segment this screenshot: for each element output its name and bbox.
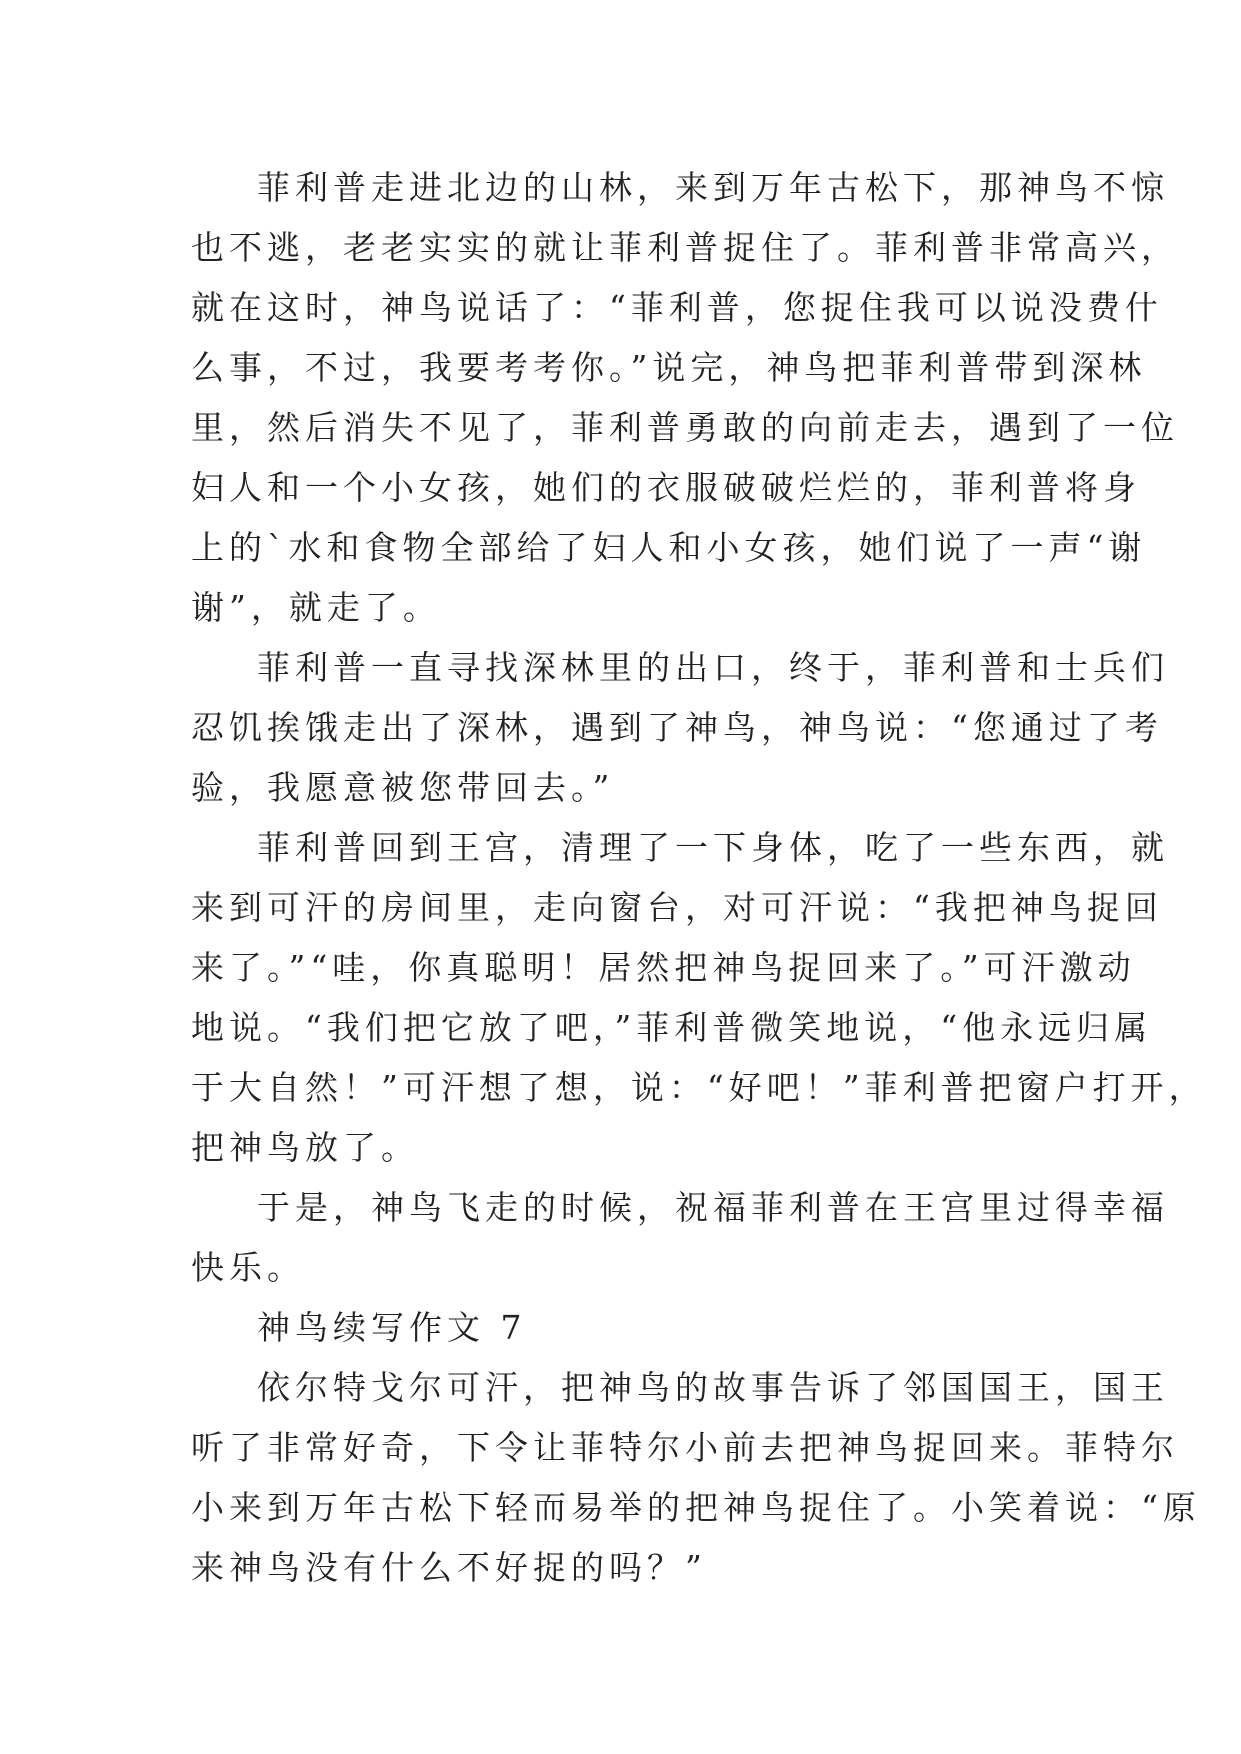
text-line: 里，然后消失不见了，菲利普勇敢的向前走去，遇到了一位 bbox=[191, 408, 1179, 447]
text-line: 来了。”“哇，你真聪明！居然把神鸟捉回来了。”可汗激动 bbox=[191, 948, 1136, 987]
text-line: 妇人和一个小女孩，她们的衣服破破烂烂的，菲利普将身 bbox=[191, 468, 1141, 507]
text-line: 菲利普走进北边的山林，来到万年古松下，那神鸟不惊 bbox=[257, 168, 1169, 207]
document-body bbox=[191, 158, 1207, 1598]
text-line: 来到可汗的房间里，走向窗台，对可汗说：“我把神鸟捉回 bbox=[191, 888, 1163, 927]
text-line: 来神鸟没有什么不好捉的吗？” bbox=[191, 1548, 707, 1587]
section-heading: 神鸟续写作文 7 bbox=[257, 1308, 527, 1347]
text-line: 于大自然！”可汗想了想，说：“好吧！”菲利普把窗户打开， bbox=[191, 1068, 1207, 1107]
text-line: 快乐。 bbox=[191, 1248, 305, 1287]
text-line: 验，我愿意被您带回去。” bbox=[191, 768, 615, 807]
text-line: 听了非常好奇，下令让菲特尔小前去把神鸟捉回来。菲特尔 bbox=[191, 1428, 1179, 1467]
text-line: 地说。“我们把它放了吧，”菲利普微笑地说，“他永远归属 bbox=[191, 1008, 1153, 1047]
text-line: 上的`水和食物全部给了妇人和小女孩，她们说了一声“谢 bbox=[191, 528, 1147, 567]
text-line: 就在这时，神鸟说话了：“菲利普，您捉住我可以说没费什 bbox=[191, 288, 1163, 327]
text-line: 小来到万年古松下轻而易举的把神鸟捉住了。小笑着说：“原 bbox=[191, 1488, 1201, 1527]
text-line: 谢”，就走了。 bbox=[191, 588, 441, 627]
text-line: 忍饥挨饿走出了深林，遇到了神鸟，神鸟说：“您通过了考 bbox=[191, 708, 1163, 747]
text-line: 于是，神鸟飞走的时候，祝福菲利普在王宫里过得幸福 bbox=[257, 1188, 1169, 1227]
text-line: 也不逃，老老实实的就让菲利普捉住了。菲利普非常高兴， bbox=[191, 228, 1179, 267]
text-line: 菲利普一直寻找深林里的出口，终于，菲利普和士兵们 bbox=[257, 648, 1169, 687]
text-line: 依尔特戈尔可汗，把神鸟的故事告诉了邻国国王，国王 bbox=[257, 1368, 1169, 1407]
text-line: 把神鸟放了。 bbox=[191, 1128, 419, 1167]
text-line: 么事，不过，我要考考你。”说完，神鸟把菲利普带到深林 bbox=[191, 348, 1147, 387]
text-line: 菲利普回到王宫，清理了一下身体，吃了一些东西，就 bbox=[257, 828, 1169, 867]
